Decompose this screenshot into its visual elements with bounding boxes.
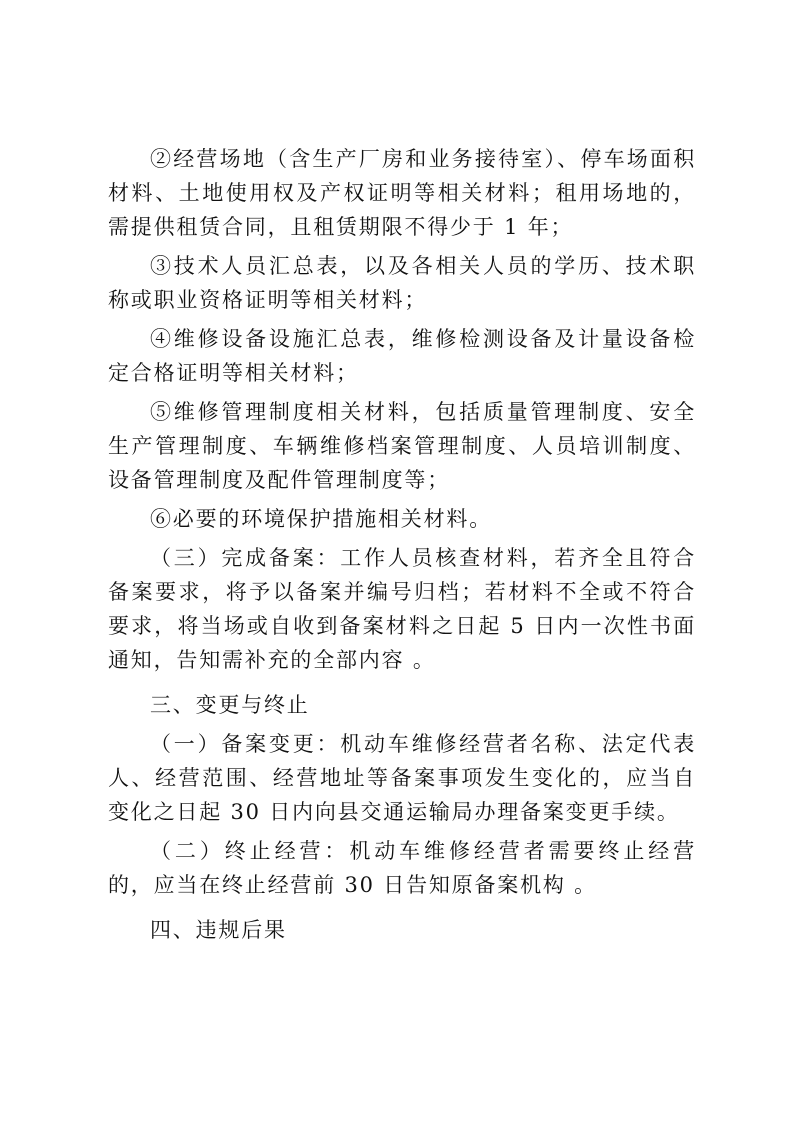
paragraph-technical-staff: ③技术人员汇总表，以及各相关人员的学历、技术职称或职业资格证明等相关材料；	[108, 254, 696, 312]
complete-filing-lead: （三）完成备案：	[150, 546, 341, 570]
termination-text: 机动车维修经营者需要终止经营的，应当在终止经营前 30 日告知原备案机构 。	[108, 839, 696, 897]
filing-change-lead: （一）备案变更：	[150, 732, 341, 756]
document-body	[108, 142, 696, 952]
paragraph-management-system: ⑤维修管理制度相关材料，包括质量管理制度、安全生产管理制度、车辆维修档案管理制度、人员培训制度、设备管理制度及配件管理制度等；	[108, 400, 696, 492]
paragraph-environment: ⑥必要的环境保护措施相关材料。	[150, 507, 492, 531]
complete-filing-text: 工作人员核查材料，若齐全且符合备案要求，将予以备案并编号归档；若材料不全或不符合要求，将当场或自收到备案材料之日起 5 日内一次性书面通知，告知需补充的全部内容 。	[108, 546, 697, 672]
paragraph-termination	[108, 834, 696, 902]
filing-change-text: 机动车维修经营者名称、法定代表人、经营范围、经营地址等备案事项发生变化的，应当自变化之日起 30 日内向县交通运输局办理备案变更手续。	[108, 732, 697, 824]
heading-violation-consequences: 四、违规后果	[150, 918, 287, 942]
paragraph-filing-change	[108, 727, 696, 829]
paragraph-complete-filing	[108, 541, 696, 677]
termination-lead: （二）终止经营：	[150, 839, 350, 863]
paragraph-equipment: ④维修设备设施汇总表，维修检测设备及计量设备检定合格证明等相关材料；	[108, 327, 696, 385]
paragraph-site-materials: ②经营场地（含生产厂房和业务接待室）、停车场面积材料、土地使用权及产权证明等相关材料；租用场地的，需提供租赁合同，且租赁期限不得少于 1 年；	[108, 147, 696, 239]
heading-change-and-termination: 三、变更与终止	[150, 693, 310, 717]
